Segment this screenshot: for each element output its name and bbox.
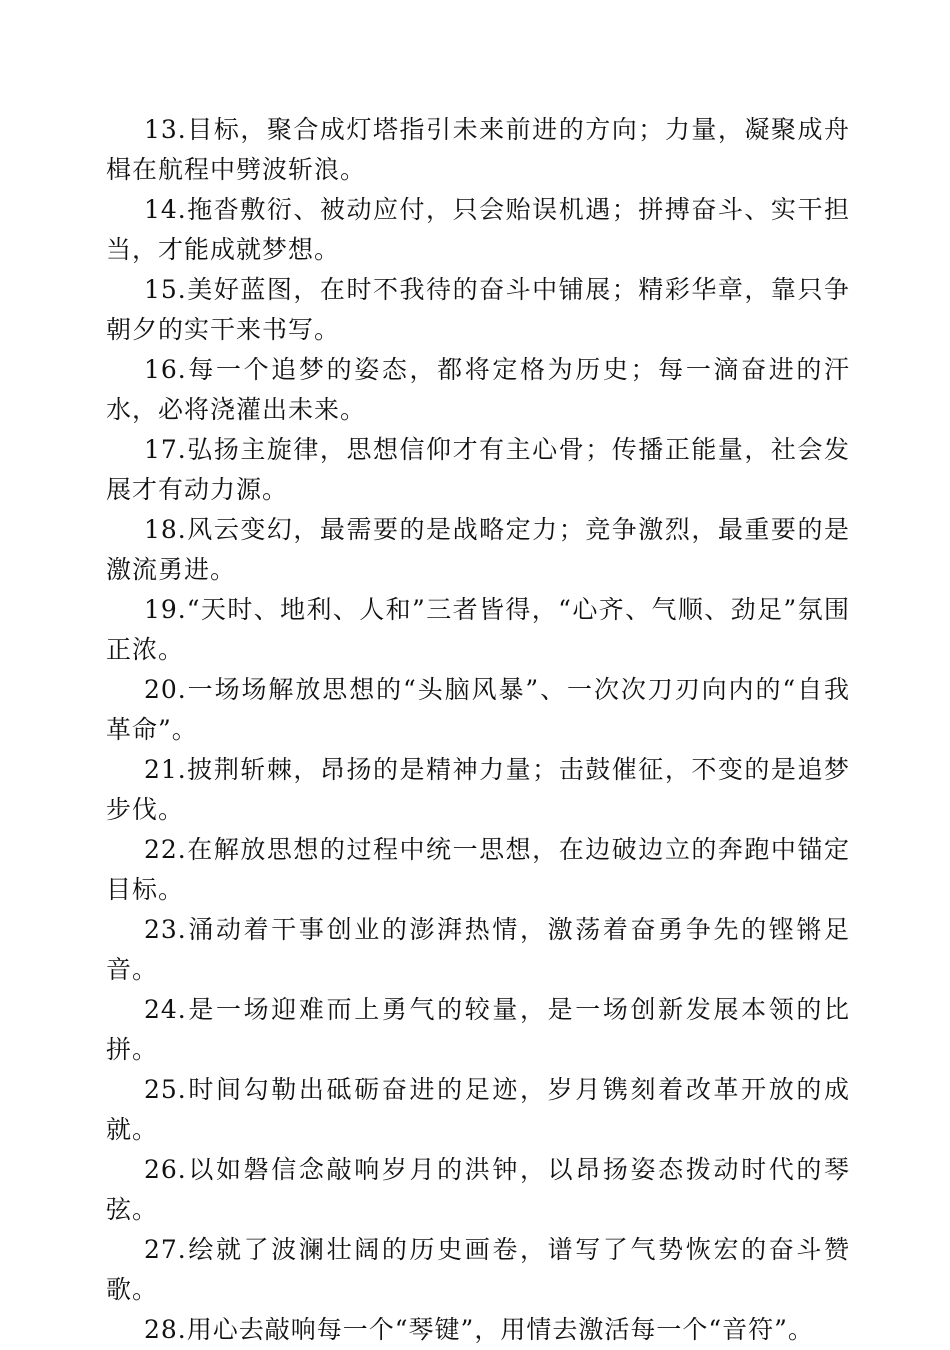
paragraph-28: 28.用心去敲响每一个“琴键”，用情去激活每一个“音符”。	[144, 1315, 814, 1344]
paragraph-21: 21.披荆斩棘，昂扬的是精神力量；击鼓催征，不变的是追梦步伐。	[106, 755, 850, 824]
paragraph-27: 27.绘就了波澜壮阔的历史画卷，谱写了气势恢宏的奋斗赞歌。	[106, 1235, 850, 1304]
paragraph-13: 13.目标，聚合成灯塔指引未来前进的方向；力量，凝聚成舟楫在航程中劈波斩浪。	[106, 115, 850, 184]
paragraph-23: 23.涌动着干事创业的澎湃热情，激荡着奋勇争先的铿锵足音。	[106, 915, 850, 984]
document-body	[106, 110, 850, 1350]
paragraph-24: 24.是一场迎难而上勇气的较量，是一场创新发展本领的比拼。	[106, 995, 850, 1064]
paragraph-18: 18.风云变幻，最需要的是战略定力；竞争激烈，最重要的是激流勇进。	[106, 515, 850, 584]
paragraph-20: 20.一场场解放思想的“头脑风暴”、一次次刀刃向内的“自我革命”。	[106, 675, 850, 744]
paragraph-19: 19.“天时、地利、人和”三者皆得，“心齐、气顺、劲足”氛围正浓。	[106, 595, 850, 664]
paragraph-26: 26.以如磐信念敲响岁月的洪钟，以昂扬姿态拨动时代的琴弦。	[106, 1155, 850, 1224]
paragraph-14: 14.拖沓敷衍、被动应付，只会贻误机遇；拼搏奋斗、实干担当，才能成就梦想。	[106, 195, 850, 264]
paragraph-25: 25.时间勾勒出砥砺奋进的足迹，岁月镌刻着改革开放的成就。	[106, 1075, 850, 1144]
paragraph-16: 16.每一个追梦的姿态，都将定格为历史；每一滴奋进的汗水，必将浇灌出未来。	[106, 355, 850, 424]
paragraph-22: 22.在解放思想的过程中统一思想，在边破边立的奔跑中锚定目标。	[106, 835, 850, 904]
paragraph-15: 15.美好蓝图，在时不我待的奋斗中铺展；精彩华章，靠只争朝夕的实干来书写。	[106, 275, 850, 344]
paragraph-17: 17.弘扬主旋律，思想信仰才有主心骨；传播正能量，社会发展才有动力源。	[106, 435, 850, 504]
